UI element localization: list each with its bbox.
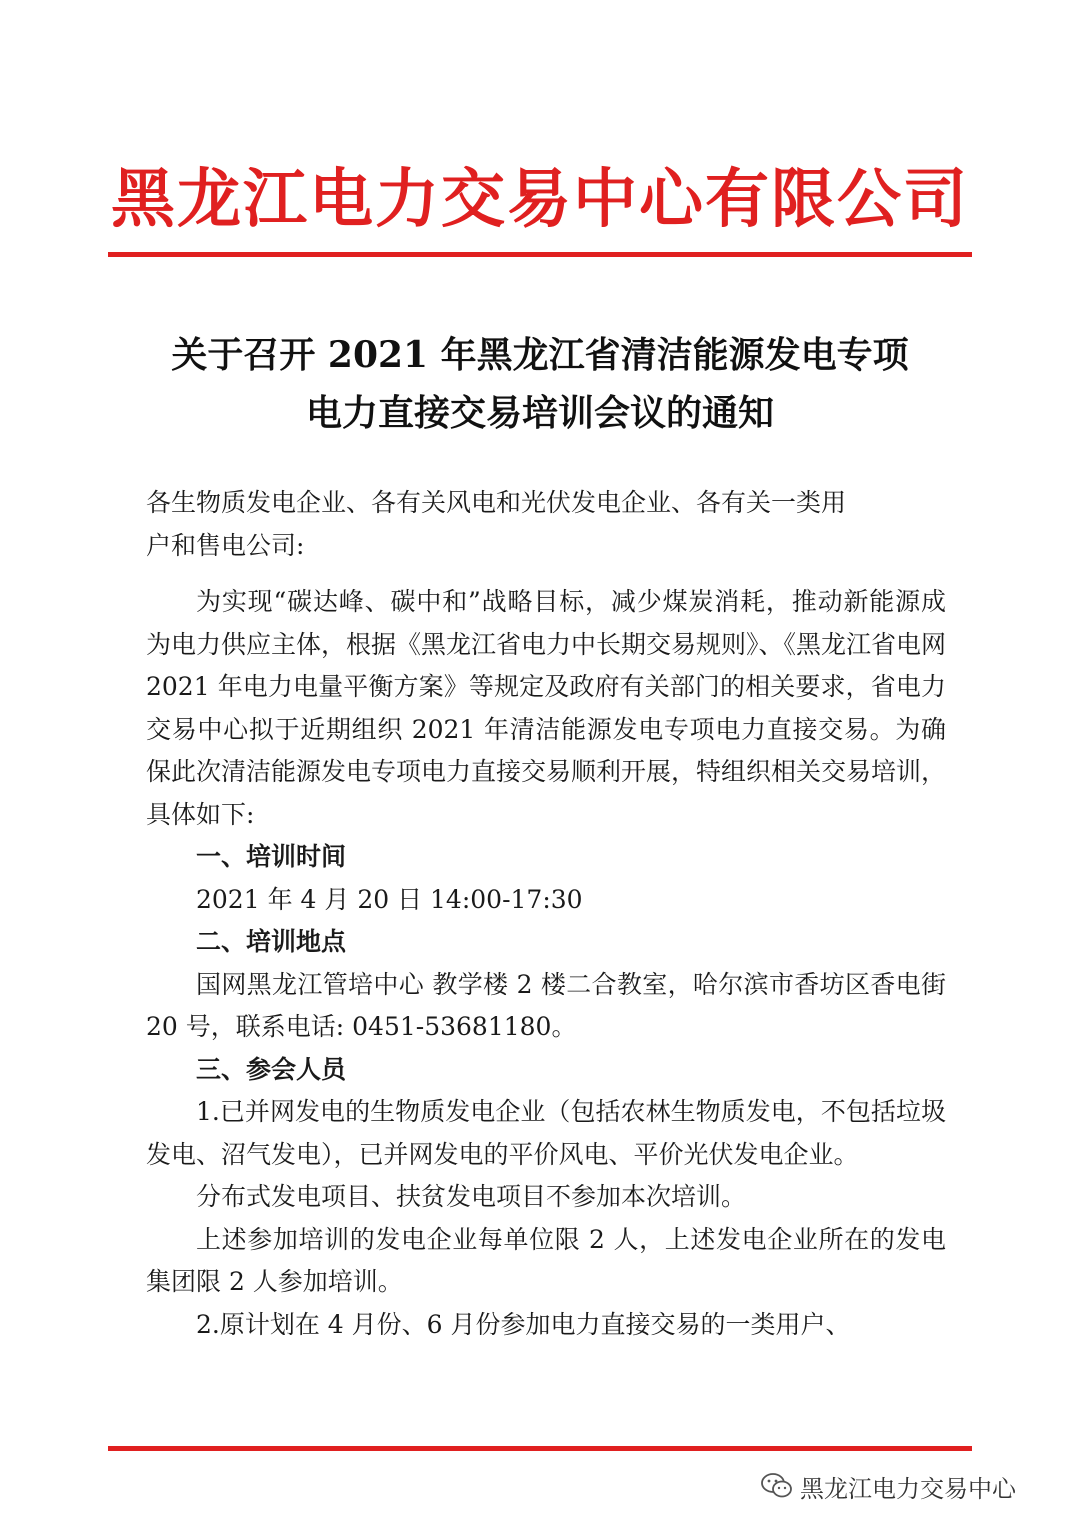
intro-paragraph: 为实现“碳达峰、碳中和”战略目标，减少煤炭消耗，推动新能源成为电力供应主体，根据《黑龙江省电力中长期交易规则》、《黑龙江省电网 2021 年电力电量平衡方案》等规定及政府有关部门的相关要求，省电力交易中心拟于近期组织 2021 年清洁能源发电专项电力直接交易。为确保此次清洁能源发电专项电力直接交易顺利开展，特组织相关交易培训，具体如下: bbox=[146, 587, 947, 829]
section-heading-location: 二、培训地点 bbox=[196, 927, 347, 956]
footer-watermark-text: 黑龙江电力交易中心 bbox=[800, 1474, 1016, 1503]
attendees-item-2: 2.原计划在 4 月份、6 月份参加电力直接交易的一类用户、 bbox=[196, 1309, 851, 1339]
letterhead-red-rule bbox=[108, 252, 972, 257]
addressee-line-1: 各生物质发电企业、各有关风电和光伏发电企业、各有关一类用 bbox=[146, 488, 847, 517]
document-title-line-2: 电力直接交易培训会议的通知 bbox=[305, 392, 774, 434]
addressee-line-2: 户和售电公司: bbox=[146, 530, 305, 560]
attendees-note-2: 上述参加培训的发电企业每单位限 2 人，上述发电企业所在的发电集团限 2 人参加培训。 bbox=[146, 1224, 946, 1296]
section-text-location: 国网黑龙江管培中心 教学楼 2 楼二合教室，哈尔滨市香坊区香电街 20 号，联系电话: 0451-53681180。 bbox=[146, 969, 946, 1041]
document-title bbox=[108, 326, 972, 442]
document-title-line-1: 关于召开 2021 年黑龙江省清洁能源发电专项 bbox=[171, 334, 909, 376]
attendees-item-1: 1.已并网发电的生物质发电企业（包括农林生物质发电，不包括垃圾发电、沼气发电），已并网发电的平价风电、平价光伏发电企业。 bbox=[146, 1097, 946, 1169]
attendees-note-1: 分布式发电项目、扶贫发电项目不参加本次培训。 bbox=[196, 1182, 747, 1211]
wechat-icon bbox=[760, 1472, 794, 1500]
section-text-time: 2021 年 4 月 20 日 14:00-17:30 bbox=[196, 884, 583, 914]
footer-watermark bbox=[760, 1466, 1060, 1506]
document-body bbox=[146, 482, 946, 1346]
section-heading-time: 一、培训时间 bbox=[196, 842, 347, 871]
section-heading-attendees: 三、参会人员 bbox=[196, 1054, 347, 1084]
letterhead-company-name: 黑龙江电力交易中心有限公司 bbox=[111, 162, 969, 237]
footer-red-rule bbox=[108, 1446, 972, 1451]
